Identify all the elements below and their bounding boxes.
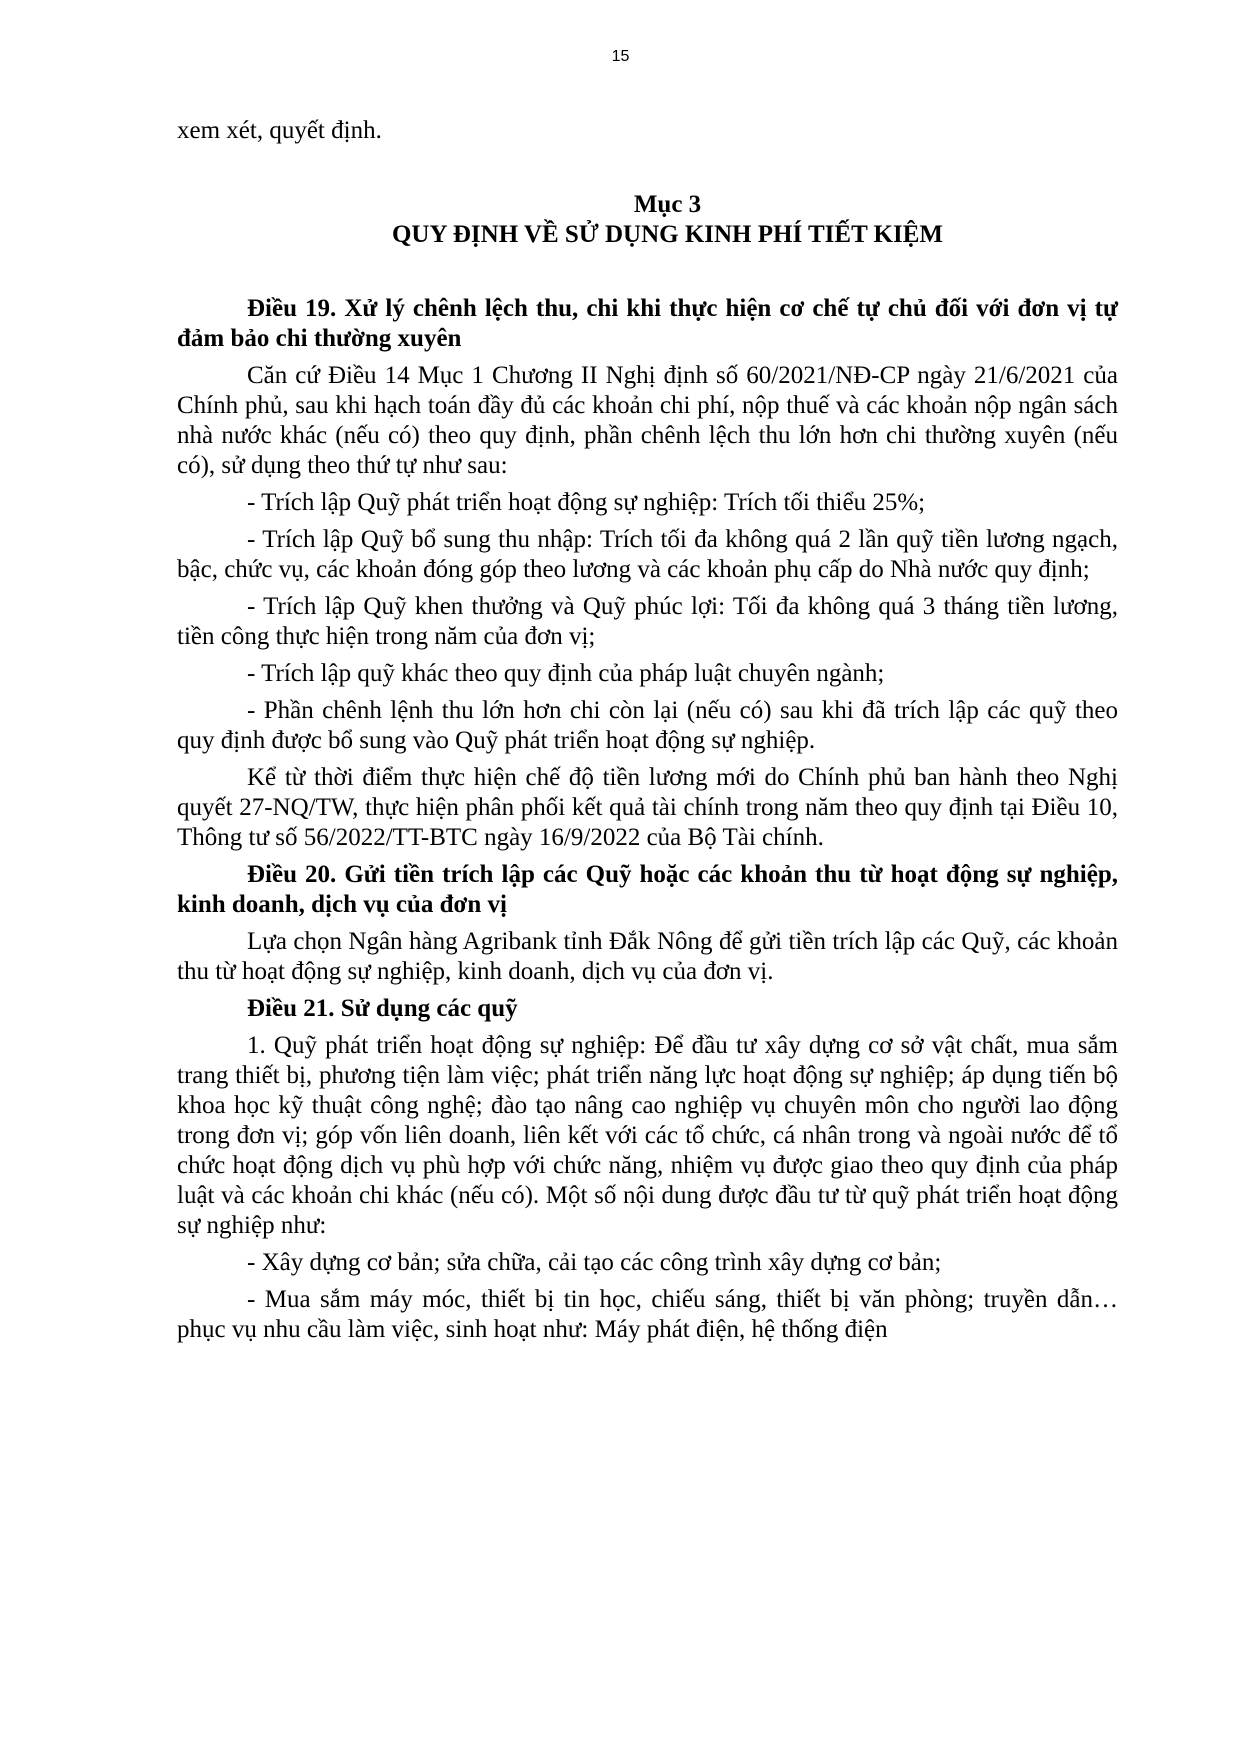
list-item: - Trích lập Quỹ bổ sung thu nhập: Trích tối đa không quá 2 lần quỹ tiền lương ngạch, bậc, chức vụ, các khoản đóng góp theo lương và các khoản phụ cấp do Nhà nước quy định; xyxy=(177,526,1118,583)
document-body xyxy=(177,116,1118,1352)
page-number: 15 xyxy=(611,48,630,65)
article-heading: Điều 20. Gửi tiền trích lập các Quỹ hoặc các khoản thu từ hoạt động sự nghiệp, kinh doanh, dịch vụ của đơn vị xyxy=(177,861,1118,918)
list-item: - Phần chênh lệnh thu lớn hơn chi còn lại (nếu có) sau khi đã trích lập các quỹ theo quy định được bổ sung vào Quỹ phát triển hoạt động sự nghiệp. xyxy=(177,697,1118,754)
section-title: QUY ĐỊNH VỀ SỬ DỤNG KINH PHÍ TIẾT KIỆM xyxy=(391,221,943,248)
list-item: - Trích lập Quỹ khen thưởng và Quỹ phúc lợi: Tối đa không quá 3 tháng tiền lương, tiền công thực hiện trong năm của đơn vị; xyxy=(177,593,1118,650)
list-item: - Trích lập quỹ khác theo quy định của pháp luật chuyên ngành; xyxy=(247,660,885,687)
list-item: - Xây dựng cơ bản; sửa chữa, cải tạo các công trình xây dựng cơ bản; xyxy=(247,1249,942,1276)
article-heading: Điều 21. Sử dụng các quỹ xyxy=(247,995,518,1022)
paragraph: Kể từ thời điểm thực hiện chế độ tiền lương mới do Chính phủ ban hành theo Nghị quyết 27-NQ/TW, thực hiện phân phối kết quả tài chính trong năm theo quy định tại Điều 10, Thông tư số 56/2022/TT-BTC ngày 16/9/2022 của Bộ Tài chính. xyxy=(177,764,1118,851)
list-item: - Mua sắm máy móc, thiết bị tin học, chiếu sáng, thiết bị văn phòng; truyền dẫn… phục vụ nhu cầu làm việc, sinh hoạt như: Máy phát điện, hệ thống điện xyxy=(177,1286,1118,1343)
section-number: Mục 3 xyxy=(633,191,702,218)
article-heading: Điều 19. Xử lý chênh lệch thu, chi khi thực hiện cơ chế tự chủ đối với đơn vị tự đảm bảo chi thường xuyên xyxy=(177,295,1118,352)
paragraph: 1. Quỹ phát triển hoạt động sự nghiệp: Để đầu tư xây dựng cơ sở vật chất, mua sắm trang thiết bị, phương tiện làm việc; phát triển năng lực hoạt động sự nghiệp; áp dụng tiến bộ khoa học kỹ thuật công nghệ; đào tạo nâng cao nghiệp vụ chuyên môn cho người lao động trong đơn vị; góp vốn liên doanh, liên kết với các tổ chức, cá nhân trong và ngoài nước để tổ chức hoạt động dịch vụ phù hợp với chức năng, nhiệm vụ được giao theo quy định của pháp luật và các khoản chi khác (nếu có). Một số nội dung được đầu tư từ quỹ phát triển hoạt động sự nghiệp như: xyxy=(177,1032,1118,1239)
list-item: - Trích lập Quỹ phát triển hoạt động sự nghiệp: Trích tối thiểu 25%; xyxy=(247,489,926,516)
continuation-text: xem xét, quyết định. xyxy=(177,117,382,144)
paragraph: Căn cứ Điều 14 Mục 1 Chương II Nghị định số 60/2021/NĐ-CP ngày 21/6/2021 của Chính phủ, sau khi hạch toán đầy đủ các khoản chi phí, nộp thuế và các khoản nộp ngân sách nhà nước khác (nếu có) theo quy định, phần chênh lệch thu lớn hơn chi thường xuyên (nếu có), sử dụng theo thứ tự như sau: xyxy=(177,362,1118,479)
paragraph: Lựa chọn Ngân hàng Agribank tỉnh Đắk Nông để gửi tiền trích lập các Quỹ, các khoản thu từ hoạt động sự nghiệp, kinh doanh, dịch vụ của đơn vị. xyxy=(177,928,1118,985)
